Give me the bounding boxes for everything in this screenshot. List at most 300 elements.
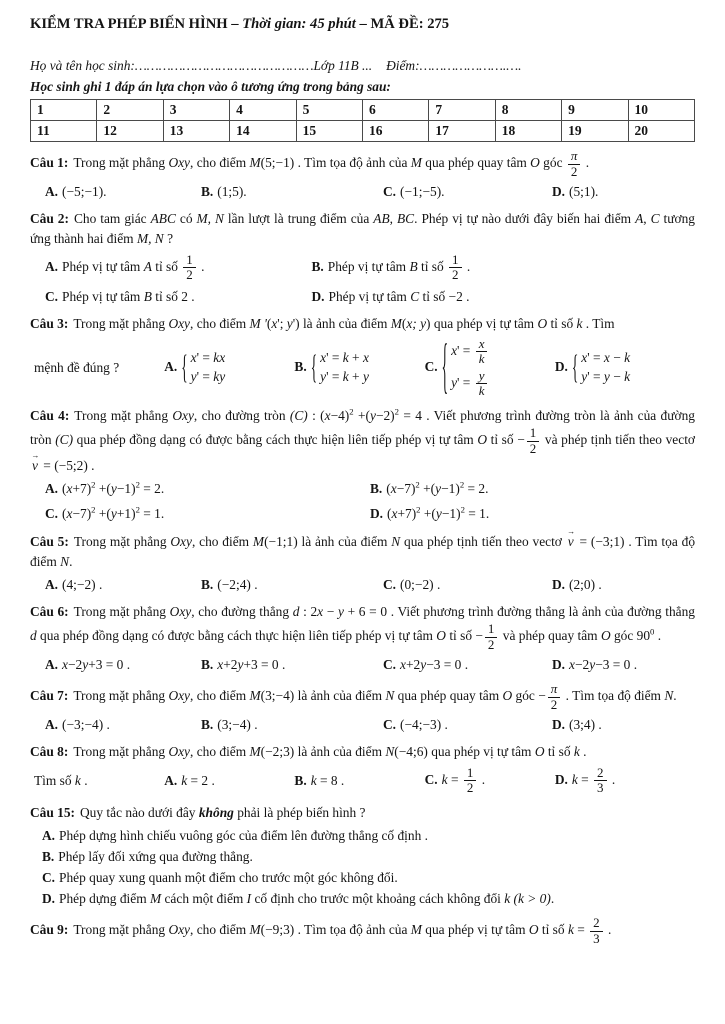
math-italic: O [600,628,611,644]
math-italic: y [603,368,610,384]
fraction-denominator: 3 [593,930,600,946]
fraction [594,766,607,796]
answer-cell-17: 17 [429,121,495,142]
math-italic: x [62,657,68,673]
question-3 [30,314,695,399]
title-separator-1: – [227,16,243,32]
system-row: x' = $\frac{x}{k}$ [451,337,489,367]
option-D: D. (2;0) . [552,576,602,592]
option-label: C. [383,717,397,733]
option-B: B. x+2y+3 = 0 . [201,657,286,673]
math-italic: x [569,657,575,673]
math-italic: B [409,258,418,274]
question-body: Câu 7: Trong mặt phẳng Oxy, cho điểm M(3;−4) là ảnh của điểm N qua phép quay tâm O góc − $\frac{\pi}{2}$ . Tìm tọa độ điểm N. [30,681,677,712]
math-italic: x [320,350,327,366]
answer-cell-6: 6 [362,100,428,121]
math-italic: y [581,368,588,384]
question-label: Câu 2: [30,211,69,227]
math-italic: N [385,744,395,760]
fraction-numerator: π [568,149,581,165]
options-row [30,826,695,909]
fraction-denominator: 3 [597,780,604,796]
score-label: Điểm: [386,57,420,73]
question-9 [30,916,695,946]
option-label: A. [45,657,59,673]
option-label: D. [552,184,566,200]
answer-cell-12: 12 [97,121,163,142]
answer-cell-2: 2 [97,100,163,121]
class-label: Lớp 11B ... [313,57,373,73]
option-D: D. (3;4) . [552,717,602,733]
math-italic: x [271,315,278,331]
system-rows [451,337,489,399]
option-B [294,347,424,386]
superscript: 2 [135,504,140,515]
question-body: Câu 3: Trong mặt phẳng Oxy, cho điểm M '(x'; y') là ảnh của điểm M(x; y) qua phép vị tự tâm O tỉ số k . Tìm [30,315,615,331]
option-D: D. k = $\frac{2}{3}$ . [554,764,616,796]
math-italic: Oxy [172,408,194,424]
student-name-blank: ……………………………………… [134,57,314,73]
answer-cell-13: 13 [163,121,229,142]
math-italic: O [537,315,548,331]
fraction [590,916,603,946]
option-D [554,347,694,386]
question-label: Câu 4: [30,408,70,424]
option-label: B. [201,576,214,592]
option-label: C. [383,657,397,673]
fraction-numerator: 1 [485,622,498,638]
math-italic: A [143,258,152,274]
fraction [464,766,477,796]
math-italic: y [337,603,344,619]
math-italic: y [320,368,327,384]
option-label: D. [311,288,325,304]
equation-system [310,347,369,386]
system-row: x' = k + x [320,350,369,366]
score-blank: ………………….…. [419,57,522,73]
answer-cell-5: 5 [296,100,362,121]
math-italic: M [249,744,261,760]
fraction [485,622,498,652]
option-C: C. $(x-7)^2 +(y+1)^2 = 1$. [45,504,165,522]
math-italic: ABC [150,211,176,227]
option-D: D. Phép vị tự tâm C tỉ số −2 . [311,288,470,304]
option-C: C. Phép vị tự tâm B tỉ số 2 . [45,288,195,304]
superscript: 2 [91,479,96,490]
math-italic: M [249,922,261,938]
option-C: C. (0;−2) . [383,576,441,592]
fraction-denominator: 2 [186,267,193,283]
superscript: 2 [460,504,465,515]
math-italic: y [110,481,117,497]
superscript: 2 [91,504,96,515]
math-italic: (C) [289,408,308,424]
option-label: C. [45,288,59,304]
system-row: x' = kx [190,350,226,366]
options-row [30,655,695,675]
math-italic: x [603,350,610,366]
student-name-label: Họ và tên học sinh: [30,57,135,73]
answer-table-body [31,100,695,142]
math-italic: M, N [196,211,224,227]
fraction [568,149,581,179]
answer-cell-9: 9 [562,100,628,121]
question-2 [30,209,695,306]
option-C [424,330,555,400]
math-italic: Oxy [168,155,190,171]
math-italic: M [410,922,422,938]
option-B: B. Phép lấy đối xứng qua đường thẳng. [42,848,253,864]
math-italic: Oxy [169,603,192,619]
math-italic: y [362,368,369,384]
math-italic: A [635,211,644,227]
option-B: B. (1;5). [201,184,247,200]
math-italic: x [400,657,406,673]
bold-italic-text: không [198,804,234,820]
option-A: A. Phép dựng hình chiếu vuông góc của điểm lên đường thẳng cố định . [42,827,428,843]
superscript: 2 [135,479,140,490]
question-lead: Tìm số k . [34,772,88,788]
option-label: C. [424,771,438,787]
options-row [30,766,695,796]
math-italic: Oxy [168,922,190,938]
system-row: y' = y − k [581,368,631,384]
math-italic: y [286,315,293,331]
answer-cell-14: 14 [230,121,296,142]
answer-table-row [31,100,695,121]
math-italic: O [436,628,446,644]
answer-cell-15: 15 [296,121,362,142]
option-label: D. [42,891,56,907]
math-italic: Oxy [170,533,192,549]
question-4 [30,406,695,525]
fraction [476,337,488,367]
superscript: 2 [416,504,421,515]
fraction [548,682,561,712]
fraction-denominator: k [478,351,485,367]
option-label: A. [45,184,59,200]
system-rows [191,350,226,386]
option-A: A. x−2y+3 = 0 . [45,657,131,673]
math-italic: M [149,891,162,907]
exam-time-limit: Thời gian: 45 phút [242,16,356,32]
option-label: B. [42,848,55,864]
option-A: A. (−3;−4) . [45,717,110,733]
fraction-numerator: 1 [449,253,462,269]
option-B: B. Phép vị tự tâm B tỉ số $\frac{1}{2}$ . [311,251,471,283]
option-label: B. [370,481,383,497]
superscript: 2 [394,406,400,417]
question-6 [30,602,695,675]
option-D: D. (5;1). [552,184,599,200]
answer-table [30,99,695,142]
math-italic: N [391,533,401,549]
fraction-numerator: x [476,337,488,353]
question-body: Câu 5: Trong mặt phẳng Oxy, cho điểm M(−1;1) là ảnh của điểm N qua phép tịnh tiến theo vectơ v → = (−3;1) . Tìm tọa độ điểm N. [30,532,695,572]
math-italic: AB [373,211,390,227]
math-italic: k [567,922,574,938]
option-A: A. Phép vị tự tâm A tỉ số $\frac{1}{2}$ . [45,251,205,283]
answer-cell-11: 11 [31,121,97,142]
math-italic: x [190,350,197,366]
math-italic: y [435,481,442,497]
system-rows [581,350,630,386]
option-label: A. [164,359,178,375]
math-italic: k [74,772,81,788]
option-label: C. [42,869,56,885]
fraction-denominator: 2 [487,636,495,652]
question-body: Câu 15: Quy tắc nào dưới đây không phải là phép biến hình ? [30,804,366,820]
math-italic: x [390,481,397,497]
answer-table-row [31,121,695,142]
vector-symbol: v → [32,456,38,476]
exam-title-main: KIỂM TRA PHÉP BIẾN HÌNH [30,16,228,32]
math-italic: M, N [136,231,164,247]
math-italic: (k > 0) [513,891,551,907]
math-italic: k [342,368,349,384]
math-italic: y [369,408,376,424]
question-8 [30,742,695,795]
fraction-denominator: 2 [452,267,459,283]
option-label: A. [42,827,56,843]
option-B: B. k = 8 . [294,772,345,788]
math-italic: y [420,657,427,673]
math-italic: x [391,506,398,522]
math-italic: x [66,506,73,522]
equation-system [441,330,490,400]
answer-cell-20: 20 [628,121,694,142]
system-brace: { [571,347,579,386]
question-label: Câu 6: [30,603,69,619]
answer-cell-10: 10 [628,100,694,121]
question-5 [30,532,695,595]
question-lead: mệnh đề đúng ? [34,359,120,375]
answer-cell-4: 4 [230,100,296,121]
option-label: B. [294,772,307,788]
option-label: D. [554,771,568,787]
fraction-denominator: 2 [529,440,537,456]
question-body: Câu 8: Trong mặt phẳng Oxy, cho điểm M(−2;3) là ảnh của điểm N(−4;6) qua phép vị tự tâm O tỉ số k . [30,744,587,760]
math-italic: O [502,688,513,704]
fraction [527,426,540,456]
option-B: B. (3;−4) . [201,717,258,733]
option-label: C. [383,576,397,592]
answer-cell-19: 19 [562,121,628,142]
option-label: B. [311,258,324,274]
math-italic: M [252,533,265,549]
options-row [30,479,695,524]
option-D: D. x−2y−3 = 0 . [552,657,638,673]
answer-cell-8: 8 [495,100,561,121]
math-italic: x [581,350,588,366]
question-body: Câu 6: Trong mặt phẳng Oxy, cho đường thẳng d : 2x − y + 6 = 0 . Viết phương trình đường thẳng là ảnh của đường thẳng d qua phép đồng dạng có được bằng cách thực hiện liên tiếp phép vị tự tâm O tỉ số − $\frac{1}{2}$ và phép quay tâm O góc $90^0$ . [30,603,695,652]
math-italic: y [435,506,442,522]
fraction-denominator: 2 [550,696,558,712]
equation-system [571,347,631,386]
math-italic: k [576,315,583,331]
fraction [476,369,488,399]
question-label: Câu 3: [30,315,69,331]
option-C: C. (−4;−3) . [383,717,448,733]
math-italic: O [530,155,540,171]
option-label: A. [45,717,59,733]
option-label: B. [201,717,214,733]
math-italic: N [60,553,70,569]
superscript: 2 [415,479,420,490]
math-italic: k [342,350,349,366]
answer-cell-18: 18 [495,121,561,142]
fraction-denominator: 2 [466,780,474,796]
system-brace: { [181,347,188,386]
fraction [449,253,462,283]
question-label: Câu 15: [30,804,76,820]
option-label: D. [370,506,384,522]
math-italic: d [30,628,37,644]
math-italic: y [589,657,596,673]
fraction-numerator: y [476,369,488,385]
math-italic: x [324,408,331,424]
option-label: B. [201,657,214,673]
question-1 [30,149,695,202]
fraction-numerator: π [548,682,561,698]
math-italic: k [624,350,631,366]
math-italic: k [624,368,631,384]
option-C: C. Phép quay xung quanh một điểm cho trước một góc không đổi. [42,869,398,885]
equation-system [181,347,226,386]
questions-list [30,149,695,946]
math-italic: I [246,891,252,907]
fraction-numerator: 1 [464,766,477,782]
math-italic: C [650,211,660,227]
math-italic: k [441,771,448,787]
math-italic: x [362,350,369,366]
option-label: C. [383,184,397,200]
question-body: Câu 2: Cho tam giác ABC có M, N lần lượt là trung điểm của AB, BC. Phép vị tự nào dưới đây biến hai điểm A, C tương ứng thành hai điểm M, N ? [30,211,695,247]
math-italic: M [249,155,261,171]
option-A [164,347,294,386]
math-italic: k [310,772,317,788]
answer-cell-7: 7 [429,100,495,121]
math-italic: k [181,772,188,788]
math-italic: x; y [406,315,427,331]
vector-symbol: v → [568,532,574,552]
answer-cell-1: 1 [31,100,97,121]
system-row: y' = k + y [320,368,369,384]
math-italic: k [571,771,578,787]
title-separator-2: – [355,16,371,32]
math-italic: y [190,368,197,384]
option-label: D. [552,657,566,673]
system-rows [320,350,369,386]
system-row: y' = $\frac{y}{k}$ [451,369,489,399]
math-italic: Oxy [168,744,190,760]
option-B: B. $(x-7)^2 +(y-1)^2 = 2$. [370,479,489,497]
question-label: Câu 7: [30,688,69,704]
option-label: D. [552,717,566,733]
math-italic: C [410,288,420,304]
math-italic: BC [396,211,415,227]
answer-cell-16: 16 [362,121,428,142]
superscript: 2 [459,479,465,490]
math-italic: O [477,432,487,448]
fraction [183,253,196,283]
options-row [30,182,695,202]
option-label: C. [45,506,59,522]
fraction-denominator: k [478,383,485,399]
math-italic: M [410,155,422,171]
options-row [30,715,695,735]
math-italic: x [451,342,458,358]
math-italic: kx [213,350,226,366]
math-italic: N [664,688,674,704]
math-italic: (C) [55,432,74,448]
question-body: Câu 1: Trong mặt phẳng Oxy, cho điểm M(5;−1) . Tìm tọa độ ảnh của M qua phép quay tâm O góc $\frac{\pi}{2}$ . [30,148,590,179]
math-italic: x [317,603,324,619]
option-A: A. (−5;−1). [45,184,107,200]
math-italic: k [504,891,511,907]
option-label: A. [45,481,59,497]
option-C: C. k = $\frac{1}{2}$ . [424,764,486,796]
option-A: A. (4;−2) . [45,576,103,592]
math-italic: M [249,688,261,704]
fraction-numerator: 2 [590,916,603,932]
math-italic: x [217,657,224,673]
option-A: A. k = 2 . [164,772,215,788]
superscript: 2 [349,406,354,417]
math-italic: y [82,657,89,673]
answer-cell-3: 3 [163,100,229,121]
question-body: Câu 4: Trong mặt phẳng Oxy, cho đường tròn (C) : $(x-4)^2 +(y-2)^2 = 4$ . Viết phương trình đường tròn là ảnh của đường tròn (C) qua phép đồng dạng có được bằng cách thực hiện liên tiếp phép vị tự tâm O tỉ số − $\frac{1}{2}$ và phép tịnh tiến theo vectơ v → = (−5;2) . [30,406,695,476]
question-body: Câu 9: Trong mặt phẳng Oxy, cho điểm M(−9;3) . Tìm tọa độ ảnh của M qua phép vị tự tâm O tỉ số k = $\frac{2}{3}$ . [30,915,612,946]
instruction-line: Học sinh ghi 1 đáp án lựa chọn vào ô tương ứng trong bảng sau: [30,79,391,94]
question-label: Câu 1: [30,155,69,171]
question-label: Câu 5: [30,533,69,549]
fraction-denominator: 2 [570,163,578,179]
option-label: D. [554,359,568,375]
option-C: C. x+2y−3 = 0 . [383,657,469,673]
exam-code: MÃ ĐỀ: 275 [370,16,450,32]
option-label: D. [552,576,566,592]
option-D: D. $(x+7)^2 +(y-1)^2 = 1$. [370,504,490,522]
option-label: C. [424,359,438,375]
math-italic: y [451,375,458,391]
system-row: y' = ky [190,368,226,384]
system-row: x' = x − k [581,350,631,366]
option-C: C. (−1;−5). [383,184,445,200]
student-info-line [30,56,695,76]
option-A: A. $(x+7)^2 +(y-1)^2 = 2$. [45,479,165,497]
option-label: A. [164,772,178,788]
math-italic: y [110,506,117,522]
question-15 [30,803,695,910]
options-row [30,575,695,595]
question-label: Câu 9: [30,922,69,938]
question-7 [30,682,695,735]
question-label: Câu 8: [30,744,69,760]
option-label: A. [45,258,59,274]
math-italic: y [237,657,244,673]
options-row [30,330,695,400]
system-brace: { [441,330,449,400]
option-label: B. [201,184,214,200]
math-italic: M [390,315,402,331]
math-italic: Oxy [168,315,190,331]
option-D: D. Phép dựng điểm M cách một điểm I cố định cho trước một khoảng cách không đổi k (k > 0). [42,891,555,907]
math-italic: N [385,688,395,704]
math-italic: O [534,744,545,760]
superscript: 0 [650,626,655,637]
option-label: A. [45,576,59,592]
